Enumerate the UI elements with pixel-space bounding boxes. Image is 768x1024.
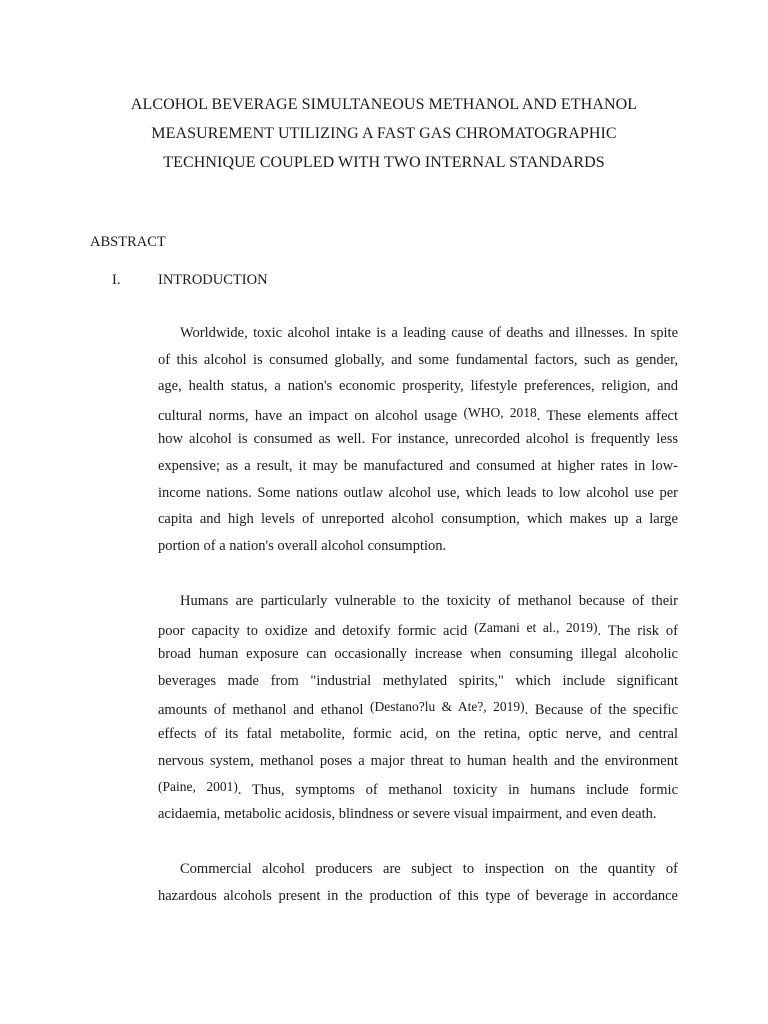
- citation: (WHO, 2018: [463, 404, 537, 420]
- paragraph-line: broad human exposure can occasionally increase when consuming illegal alcoholic: [158, 646, 678, 663]
- title-line: TECHNIQUE COUPLED WITH TWO INTERNAL STANDARDS: [163, 154, 605, 171]
- abstract-heading: ABSTRACT: [90, 234, 166, 250]
- citation: (Zamani et al., 2019): [474, 619, 598, 635]
- paragraph-line: expensive; as a result, it may be manufactured and consumed at higher rates in low-: [158, 457, 678, 474]
- section-title: INTRODUCTION: [158, 272, 268, 288]
- paragraph-line: income nations. Some nations outlaw alcohol use, which leads to low alcohol use per: [158, 484, 678, 501]
- title-line: MEASUREMENT UTILIZING A FAST GAS CHROMATOGRAPHIC: [151, 125, 617, 142]
- citation: (Destano?lu & Ate?, 2019): [370, 699, 525, 715]
- paragraph-text: amounts of methanol and ethanol: [158, 702, 364, 719]
- document-title: [60, 90, 708, 177]
- section-number: I.: [112, 272, 121, 288]
- paragraph-line: [158, 400, 678, 427]
- paragraph-text: . Thus, symptoms of methanol toxicity in humans include formic: [237, 782, 679, 799]
- paragraph-text: . These elements affect: [536, 407, 678, 424]
- paragraph-line: Commercial alcohol producers are subject to inspection on the quantity of: [180, 861, 678, 877]
- paragraph-line: hazardous alcohols present in the production of this type of beverage in accordance: [158, 887, 678, 904]
- title-line: ALCOHOL BEVERAGE SIMULTANEOUS METHANOL AND ETHANOL: [130, 96, 638, 113]
- paragraph-text: cultural norms, have an impact on alcohol usage: [158, 407, 458, 424]
- paragraph-3: [158, 856, 678, 909]
- paragraph-line: effects of its fatal metabolite, formic acid, on the retina, optic nerve, and central: [158, 725, 678, 742]
- paragraph-text: . The risk of: [597, 622, 678, 639]
- paragraph-text: poor capacity to oxidize and detoxify formic acid: [158, 622, 468, 639]
- paragraph-line: Humans are particularly vulnerable to the toxicity of methanol because of their: [180, 593, 678, 609]
- paragraph-line: how alcohol is consumed as well. For instance, unrecorded alcohol is frequently less: [158, 431, 678, 448]
- paragraph-line: [158, 774, 678, 801]
- paragraph-line: nervous system, methanol poses a major threat to human health and the environment: [158, 752, 678, 769]
- paragraph-line: [158, 694, 678, 721]
- paragraph-line: age, health status, a nation's economic prosperity, lifestyle preferences, religion, and: [158, 378, 678, 395]
- paragraph-line: beverages made from "industrial methylated spirits," which include significant: [158, 672, 678, 689]
- paragraph-2: [158, 588, 678, 827]
- paragraph-line: acidaemia, metabolic acidosis, blindness or severe visual impairment, and even death.: [158, 805, 657, 822]
- paragraph-line: capita and high levels of unreported alcohol consumption, which makes up a large: [158, 511, 678, 528]
- paragraph-line: [158, 615, 678, 642]
- paragraph-text: . Because of the specific: [524, 702, 679, 719]
- citation: (Paine, 2001): [158, 779, 238, 795]
- paragraph-1: [158, 320, 678, 559]
- paragraph-line: Worldwide, toxic alcohol intake is a leading cause of deaths and illnesses. In spite: [180, 325, 678, 341]
- paragraph-line: of this alcohol is consumed globally, and some fundamental factors, such as gender,: [158, 351, 678, 368]
- paragraph-line: portion of a nation's overall alcohol consumption.: [158, 537, 447, 554]
